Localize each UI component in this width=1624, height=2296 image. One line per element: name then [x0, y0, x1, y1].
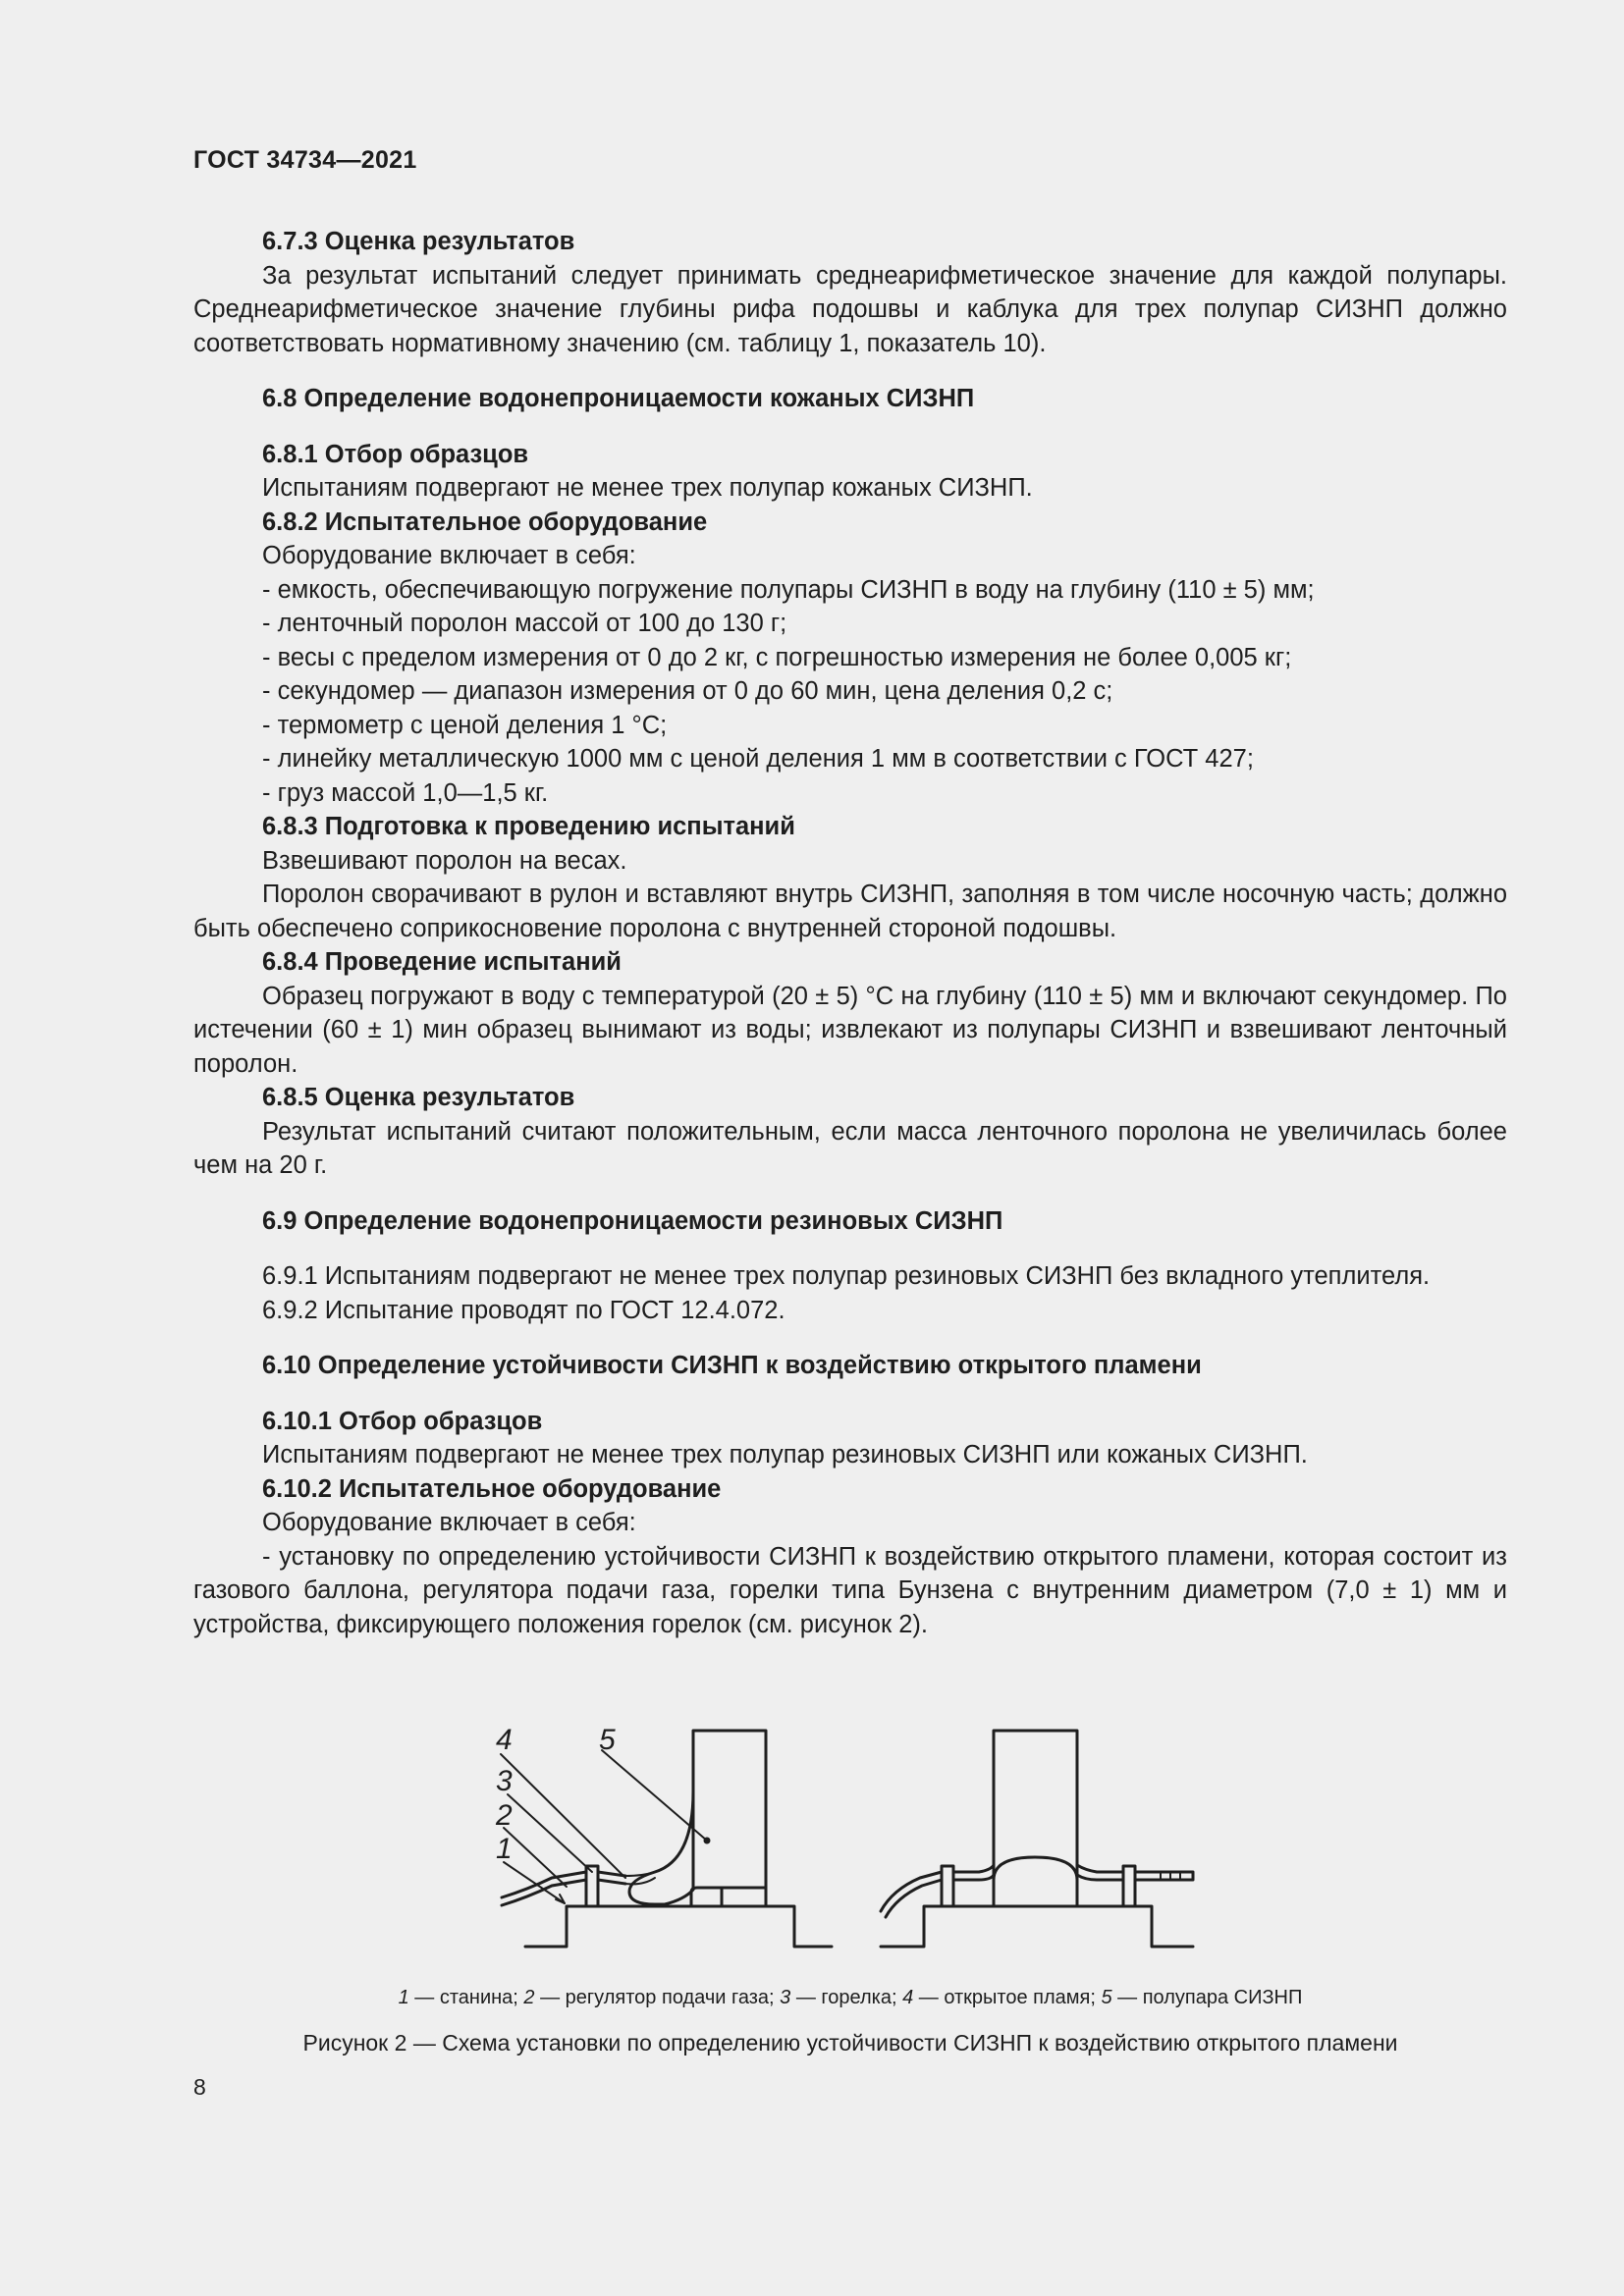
- list-item: - термометр с ценой деления 1 °С;: [262, 711, 668, 739]
- figure-caption: Рисунок 2 — Схема установки по определению устойчивости СИЗНП к воздействию открытого пламени: [302, 2030, 1398, 2056]
- paragraph: Результат испытаний считают положительным, если масса ленточного поролона не увеличилась более чем на 20 г.: [193, 1117, 1507, 1179]
- subsection-heading-6-8-4: 6.8.4 Проведение испытаний: [262, 948, 622, 976]
- boot-right: [994, 1731, 1077, 1906]
- boot-left: [691, 1888, 722, 1906]
- paragraph: Испытаниям подвергают не менее трех полупар резиновых СИЗНП или кожаных СИЗНП.: [262, 1441, 1308, 1468]
- leader-2: [504, 1828, 567, 1887]
- legend-num: 1: [398, 1987, 409, 2008]
- section-heading-6-8: 6.8 Определение водонепроницаемости кожаных СИЗНП: [262, 385, 975, 412]
- leader-1: [504, 1862, 565, 1903]
- page-number: 8: [193, 2074, 206, 2100]
- legend-text: — горелка;: [790, 1987, 903, 2008]
- list-item: - емкость, обеспечивающую погружение полупары СИЗНП в воду на глубину (110 ± 5) мм;: [262, 575, 1315, 604]
- list-item: - линейку металлическую 1000 мм с ценой деления 1 мм в соответствии с ГОСТ 427;: [262, 745, 1254, 773]
- paragraph: Взвешивают поролон на весах.: [262, 846, 627, 875]
- legend-text: — открытое пламя;: [913, 1987, 1102, 2008]
- paragraph: Испытаниям подвергают не менее трех полупар кожаных СИЗНП.: [262, 474, 1033, 502]
- label-4: 4: [496, 1724, 513, 1756]
- boot-toe-right: [994, 1857, 1077, 1906]
- subsection-heading-6-7-3: 6.7.3 Оценка результатов: [262, 228, 575, 255]
- boot-leg-left: [693, 1731, 766, 1889]
- leader-4: [501, 1754, 625, 1878]
- gas-tube-right-a: [881, 1872, 942, 1917]
- list-item: - груз массой 1,0—1,5 кг.: [262, 778, 549, 807]
- gas-tube-left: [502, 1872, 586, 1897]
- burner-holder-right-a: [942, 1866, 953, 1906]
- list-item: - весы с пределом измерения от 0 до 2 кг, с погрешностью измерения не более 0,005 кг;: [262, 643, 1292, 671]
- paragraph: Оборудование включает в себя:: [262, 542, 636, 569]
- leader-5: [602, 1750, 707, 1841]
- document-body: [193, 225, 1507, 1641]
- figure-2: [193, 1703, 1507, 1968]
- paragraph: Оборудование включает в себя:: [262, 1509, 636, 1536]
- list-item: - ленточный поролон массой от 100 до 130 г;: [262, 610, 787, 637]
- burner-right-a: [953, 1865, 994, 1880]
- document-header: ГОСТ 34734—2021: [193, 146, 417, 174]
- label-1: 1: [496, 1833, 513, 1865]
- subsection-heading-6-8-2: 6.8.2 Испытательное оборудование: [262, 507, 708, 536]
- paragraph: 6.9.1 Испытаниям подвергают не менее трех полупар резиновых СИЗНП без вкладного утеплителя.: [262, 1262, 1431, 1290]
- burner-holder-right-b: [1123, 1866, 1135, 1906]
- legend-num: 3: [780, 1987, 791, 2008]
- subsection-heading-6-10-1: 6.10.1 Отбор образцов: [262, 1407, 543, 1435]
- stand-left: [525, 1906, 832, 1947]
- subsection-heading-6-8-1: 6.8.1 Отбор образцов: [262, 440, 529, 468]
- figure-legend: [193, 1987, 1507, 2009]
- subsection-heading-6-10-2: 6.10.2 Испытательное оборудование: [262, 1474, 722, 1503]
- section-heading-6-9: 6.9 Определение водонепроницаемости резиновых СИЗНП: [262, 1206, 1003, 1235]
- legend-num: 5: [1101, 1987, 1112, 2008]
- paragraph: 6.9.2 Испытание проводят по ГОСТ 12.4.072.: [262, 1296, 785, 1324]
- legend-text: — станина;: [408, 1987, 524, 2008]
- label-5: 5: [599, 1724, 616, 1756]
- boot-toe-left: [629, 1791, 693, 1904]
- list-item: - секундомер — диапазон измерения от 0 до 60 мин, цена деления 0,2 с;: [262, 677, 1113, 705]
- legend-num: 2: [523, 1987, 535, 2008]
- subsection-heading-6-8-5: 6.8.5 Оценка результатов: [262, 1084, 575, 1111]
- paragraph: За результат испытаний следует принимать среднеарифметическое значение для каждой полупары. Среднеарифметическое значение глубины рифа подошвы и каблука для трех полупар СИЗНП должно соответствовать нормативному значению (см. таблицу 1, показатель 10).: [193, 261, 1507, 357]
- legend-text: — полупара СИЗНП: [1111, 1987, 1303, 2008]
- subsection-heading-6-8-3: 6.8.3 Подготовка к проведению испытаний: [262, 813, 795, 840]
- label-3: 3: [496, 1765, 513, 1797]
- gas-tube-right-b: [1135, 1872, 1193, 1880]
- section-heading-6-10: 6.10 Определение устойчивости СИЗНП к воздействию открытого пламени: [262, 1352, 1202, 1379]
- legend-num: 4: [902, 1987, 914, 2008]
- flame-test-setup-diagram: [193, 1703, 1507, 1968]
- boot-shaft-left: [691, 1888, 766, 1906]
- stand-right: [881, 1906, 1193, 1947]
- paragraph: Образец погружают в воду с температурой (20 ± 5) °С на глубину (110 ± 5) мм и включают секундомер. По истечении (60 ± 1) мин образец вынимают из воды; извлекают из полупары СИЗНП и взвешивают ленточный поролон.: [193, 982, 1507, 1078]
- legend-text: — регулятор подачи газа;: [534, 1987, 781, 2008]
- list-item: - установку по определению устойчивости СИЗНП к воздействию открытого пламени, которая состоит из газового баллона, регулятора подачи газа, горелки типа Бунзена с внутренним диаметром (7,0 ± 1) мм и устройства, фиксирующего положения горелок (см. рисунок 2).: [193, 1542, 1507, 1638]
- paragraph: Поролон сворачивают в рулон и вставляют внутрь СИЗНП, заполняя в том числе носочную часть; должно быть обеспечено соприкосновение поролона с внутренней стороной подошвы.: [193, 881, 1507, 942]
- label-2: 2: [496, 1799, 513, 1832]
- burner-right-b: [1077, 1865, 1123, 1880]
